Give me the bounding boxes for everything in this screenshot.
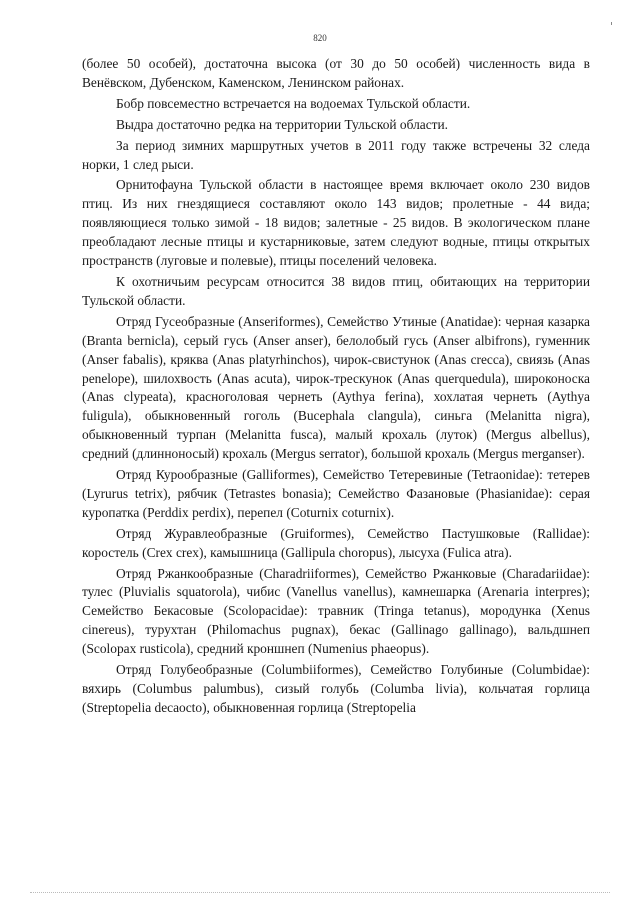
paragraph-gruiformes: Отряд Журавлеобразные (Gruiformes), Семейство Пастушковые (Rallidae): коростель (Crex crex), камышница (Gallipula choropus), лысуха (Fulica atra). <box>82 525 590 560</box>
paragraph-charadriiformes: Отряд Ржанкообразные (Charadriiformes), Семейство Ржанковые (Charadariidae): тулес (Pluvialis squatorola), чибис (Vanellus vanellus), камнешарка (Arenaria interpres); Семейство Бекасовые (Scolopacidae): травник (Tringa tetanus), мородунка (Xenus cinereus), турухтан (Philomachus pugnax), бекас (Gallinago gallinago), вальдшнеп (Scolopax rusticola), средний кроншнеп (Numenius phaeopus). <box>82 565 590 657</box>
paragraph-galliformes: Отряд Курообразные (Galliformes), Семейство Тетеревиные (Tetraonidae): тетерев (Lyrurus tetrix), рябчик (Tetrastes bonasia); Семейство Фазановые (Phasianidae): серая куропатка (Perddix perdix), перепел (Coturnix coturnix). <box>82 467 590 520</box>
paragraph-otter: Выдра достаточно редка на территории Тульской области. <box>116 116 449 132</box>
paragraph-avifauna: Орнитофауна Тульской области в настоящее время включает около 230 видов птиц. Из них гнездящиеся составляют около 143 видов; пролетные - 44 вида; появляющиеся только зимой - 18 видов; залетные - 25 видов. В экологическом плане преобладают лесные птицы и кустарниковые, затем следуют водные, птицы открытых пространств (луговые и полевые), птицы поселений человека. <box>82 177 590 269</box>
paragraph-beaver: Бобр повсеместно встречается на водоемах Тульской области. <box>116 95 471 111</box>
body-text <box>82 55 590 720</box>
paragraph-anseriformes: Отряд Гусеобразные (Anseriformes), Семейство Утиные (Anatidae): черная казарка (Branta bernicla), серый гусь (Anser anser), белолобый гусь (Anser albifrons), гуменник (Anser fabalis), кряква (Anas platyrhinchos), чирок-свистунок (Anas crecca), свиязь (Anas penelope), шилохвость (Anas acuta), чирок-трескунок (Anas querquedula), широконоска (Anas clypeata), красноголовая чернеть (Aythya ferina), хохлатая чернеть (Aythya fuligula), обыкновенный гоголь (Bucephala clangula), синьга (Melanitta nigra), обыкновенный турпан (Melanitta fusca), малый крохаль (луток) (Mergus albellus), средний (длинноносый) крохаль (Mergus serrator), большой крохаль (Mergus merganser). <box>82 313 590 462</box>
paragraph-columbiiformes: Отряд Голубеобразные (Columbiiformes), Семейство Голубиные (Columbidae): вяхирь (Columbus palumbus), сизый голубь (Columba livia), кольчатая горлица (Streptopelia decaocto), обыкновенная горлица (Streptopelia <box>82 662 590 715</box>
scan-mark <box>611 22 612 25</box>
paragraph-continuation: (более 50 особей), достаточна высока (от 30 до 50 особей) численность вида в Венёвском, Дубенском, Каменском, Ленинском районах. <box>82 56 590 90</box>
paragraph-hunting-resources: К охотничьим ресурсам относится 38 видов птиц, обитающих на территории Тульской области. <box>82 273 590 308</box>
paragraph-winter-survey: За период зимних маршрутных учетов в 2011 году также встречены 32 следа норки, 1 след рыси. <box>82 137 590 172</box>
page-number: 820 <box>313 33 327 43</box>
scan-edge-dots <box>30 891 610 893</box>
